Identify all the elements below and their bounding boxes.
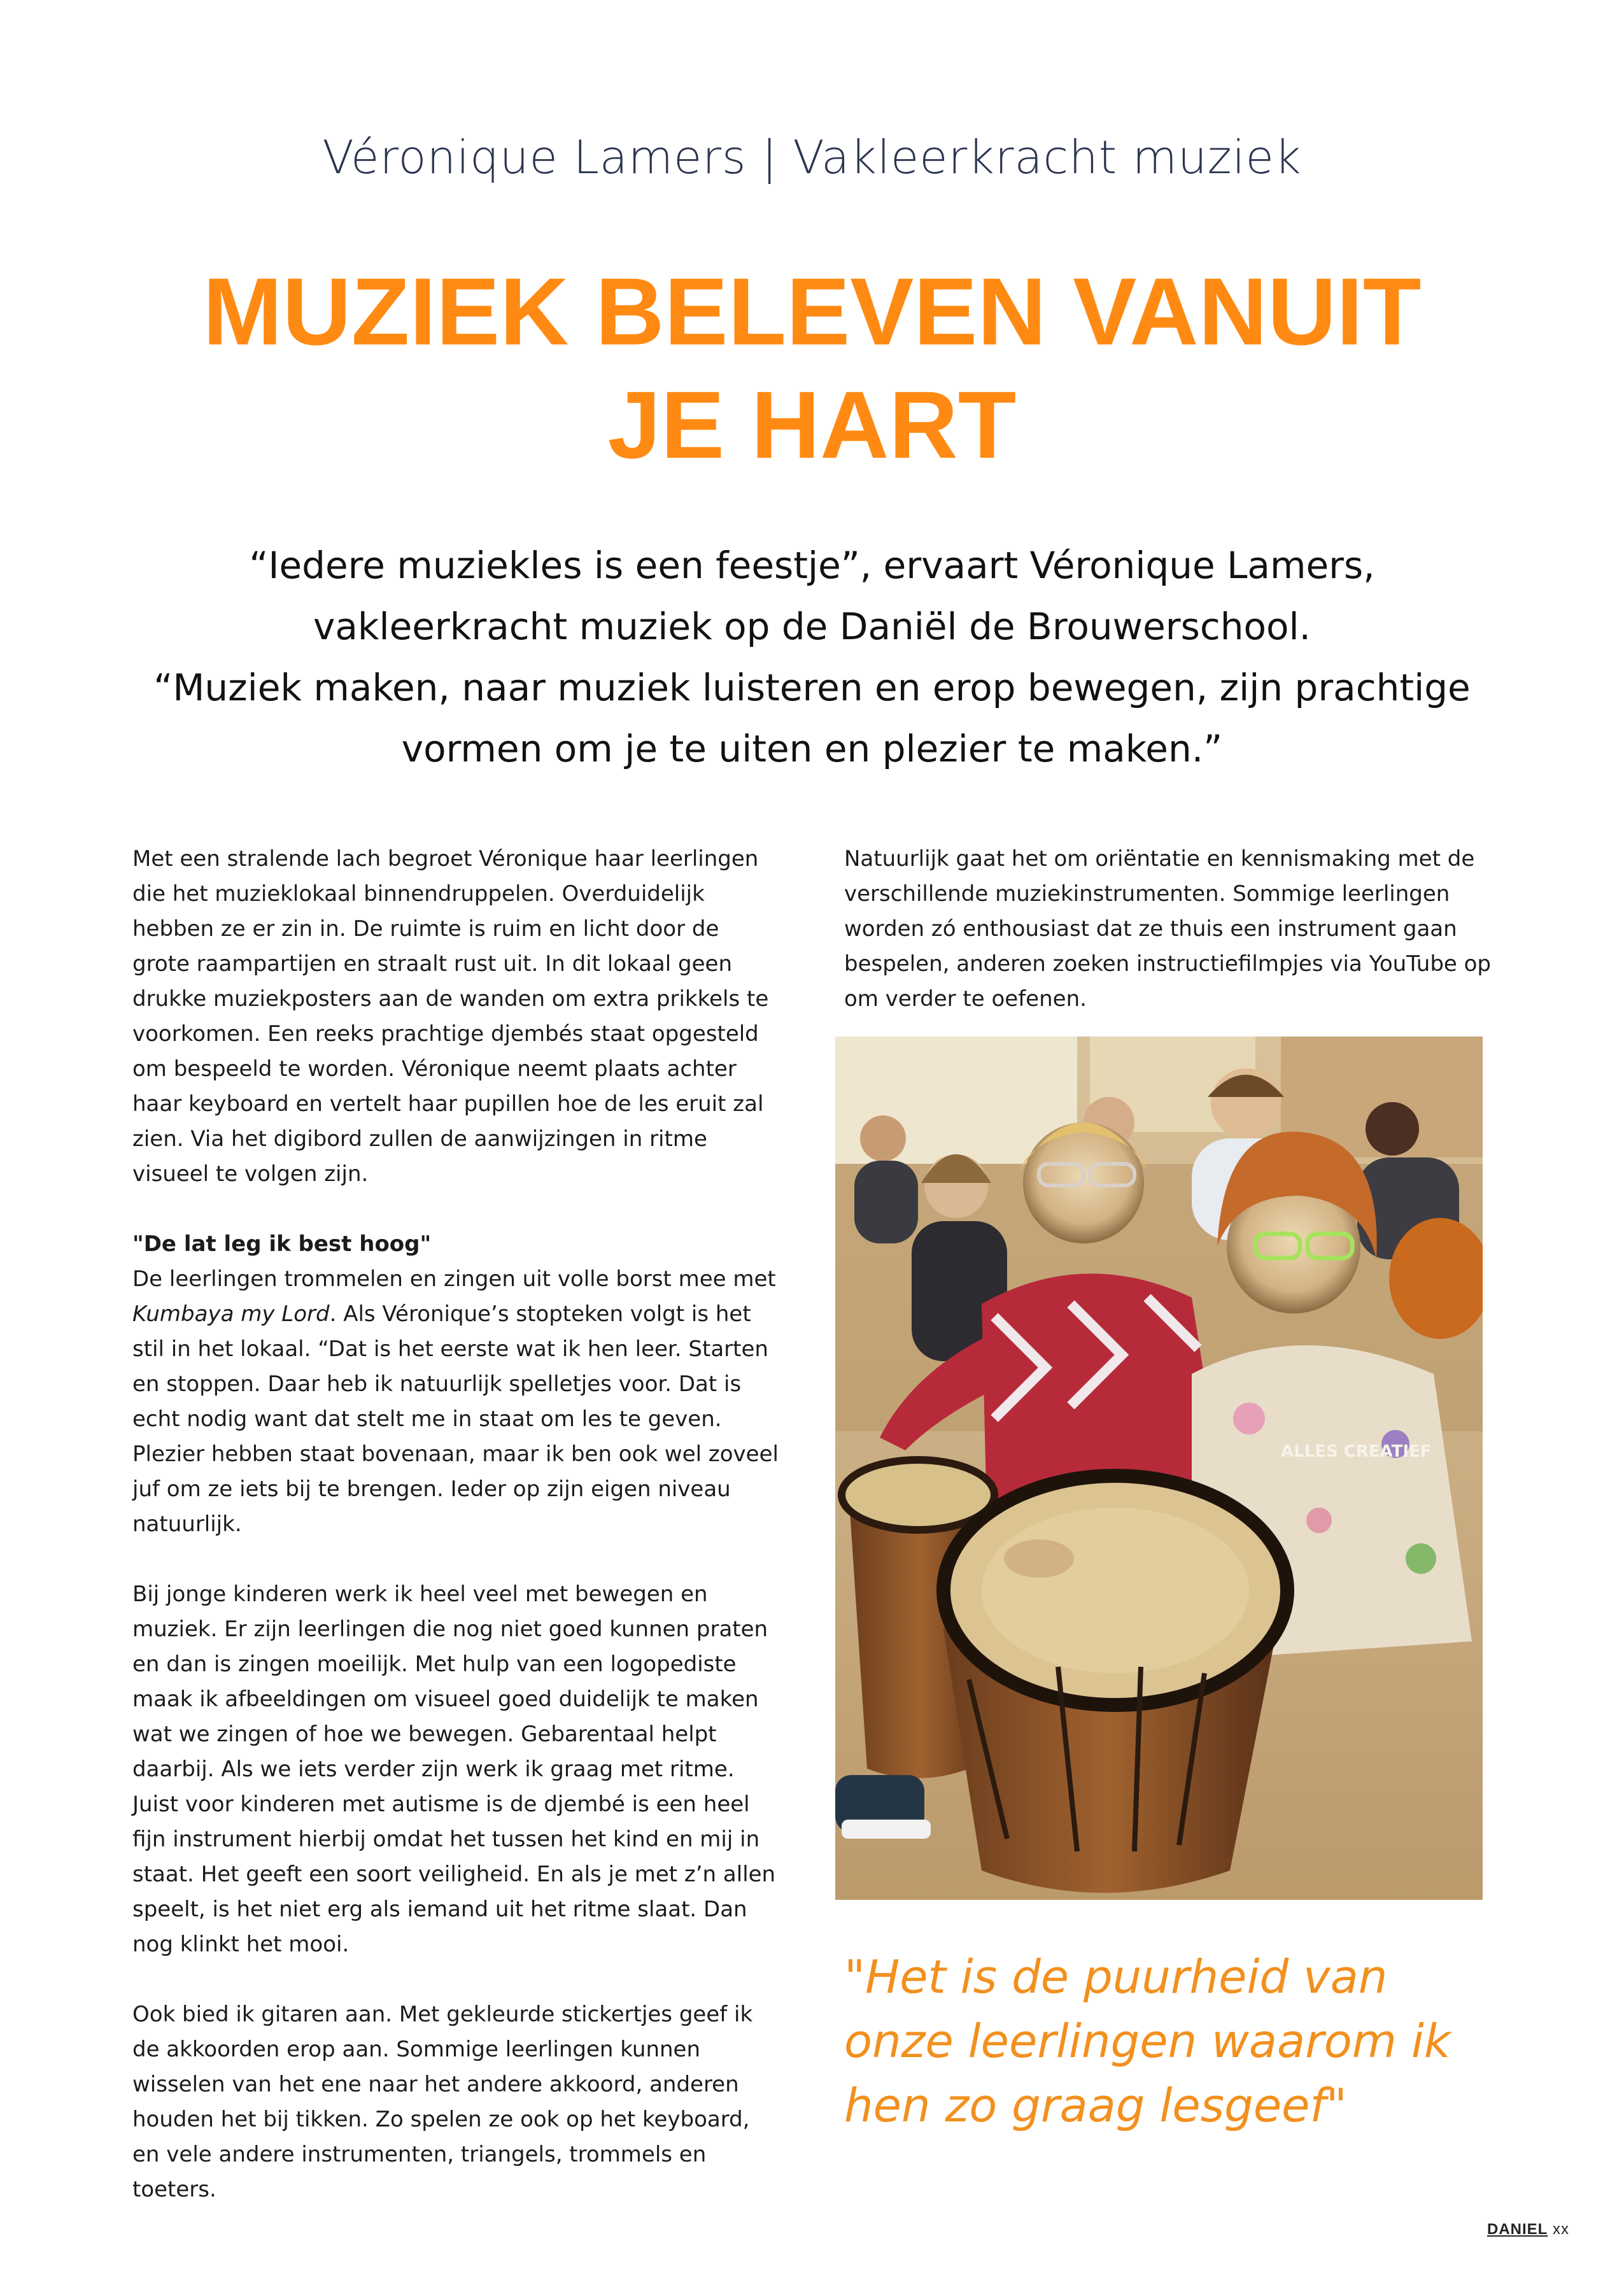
left-paragraph-4: Ook bied ik gitaren aan. Met gekleurde stickertjes geef ik de akkoorden erop aan. Sommige leerlingen kunnen wisselen van het ene naar het andere akkoord, anderen houden het bij tikken. Zo spelen ze ook op het keyboard, en vele andere instrumenten, triangels, trommels en toeters. — [132, 2002, 753, 2202]
right-paragraph-1: Natuurlijk gaat het om oriëntatie en kennismaking met de verschillende muziekinstrumenten. Sommige leerlingen worden zó enthousiast dat ze thuis een instrument gaan bespelen, anderen zoeken instructiefilmpjes via YouTube op om verder te oefenen. — [844, 846, 1492, 1012]
left-paragraph-3: Bij jonge kinderen werk ik heel veel met bewegen en muziek. Er zijn leerlingen die nog niet goed kunnen praten en dan is zingen moeilijk. Met hulp van een logopediste maak ik afbeeldingen om visueel goed duidelijk te maken wat we zingen of hoe we bewegen. Gebarentaal helpt daarbij. Als we iets verder zijn werk ik graag met ritme. Juist voor kinderen met autisme is de djembé is een heel fijn instrument hierbij omdat het tussen het kind en mij in staat. Het geeft een soort veiligheid. En als je met z’n allen speelt, is het niet erg als iemand uit het ritme slaat. Dan nog klinkt het mooi. — [132, 1581, 776, 1957]
shirt-print: ALLES CREATIEF — [1281, 1442, 1432, 1461]
left-paragraph-2-text-a: De leerlingen trommelen en zingen uit volle borst mee met — [132, 1266, 776, 1292]
intro-line-2: vakleerkracht muziek op de Daniël de Brouwerschool. — [313, 605, 1311, 648]
article-headline — [127, 255, 1497, 481]
left-paragraph-2-text-b: . Als Véronique’s stopteken volgt is het stil in het lokaal. “Dat is het eerste wat ik hen leer. Starten en stoppen. Daar heb ik natuurlijk spelletjes voor. Dat is echt nodig want dat stelt me in staat om les te geven. Plezier hebben staat bovenaan, maar ik ben ook wel zoveel juf om ze iets bij te brengen. Ieder op zijn eigen niveau natuurlijk. — [132, 1301, 779, 1537]
left-column — [132, 842, 782, 2242]
pull-quote: "Het is de puurheid van onze leerlingen waarom ik hen zo graag lesgeef" — [844, 1950, 1451, 2132]
photo-illustration — [835, 1036, 1483, 1900]
classroom-djembe-photo — [835, 1036, 1483, 1900]
left-paragraph-2 — [132, 1227, 782, 1542]
left-paragraph-1: Met een stralende lach begroet Véronique haar leerlingen die het muzieklokaal binnendruppelen. Overduidelijk hebben ze er zin in. De ruimte is ruim en licht door de grote raampartijen en straalt rust uit. In dit lokaal geen drukke muziekposters aan de wanden om extra prikkels te voorkomen. Een reeks prachtige djembés staat opgesteld om bespeeld te worden. Véronique neemt plaats achter haar keyboard en vertelt haar pupillen hoe de les eruit zal zien. Via het digibord zullen de aanwijzingen in ritme visueel te volgen zijn. — [132, 846, 769, 1187]
song-title: Kumbaya my Lord — [132, 1301, 330, 1327]
footer-brand-logo: DANIEL — [1486, 2221, 1548, 2238]
right-column — [844, 842, 1493, 1052]
intro-line-1: “Iedere muziekles is een feestje”, ervaart Véronique Lamers, — [249, 544, 1375, 587]
intro-line-4: vormen om je te uiten en plezier te maken.” — [401, 727, 1223, 770]
article-kicker: Véronique Lamers | Vakleerkracht muziek — [322, 131, 1302, 184]
page-number: xx — [1553, 2221, 1569, 2238]
intro-quote — [115, 535, 1509, 779]
headline-line-2: JE HART — [607, 371, 1017, 478]
intro-line-3: “Muziek maken, naar muziek luisteren en erop bewegen, zijn prachtige — [153, 666, 1471, 709]
page-footer — [1487, 2221, 1569, 2239]
headline-line-1: MUZIEK BELEVEN VANUIT — [202, 258, 1422, 365]
section-subheading: "De lat leg ik best hoog" — [132, 1231, 432, 1257]
